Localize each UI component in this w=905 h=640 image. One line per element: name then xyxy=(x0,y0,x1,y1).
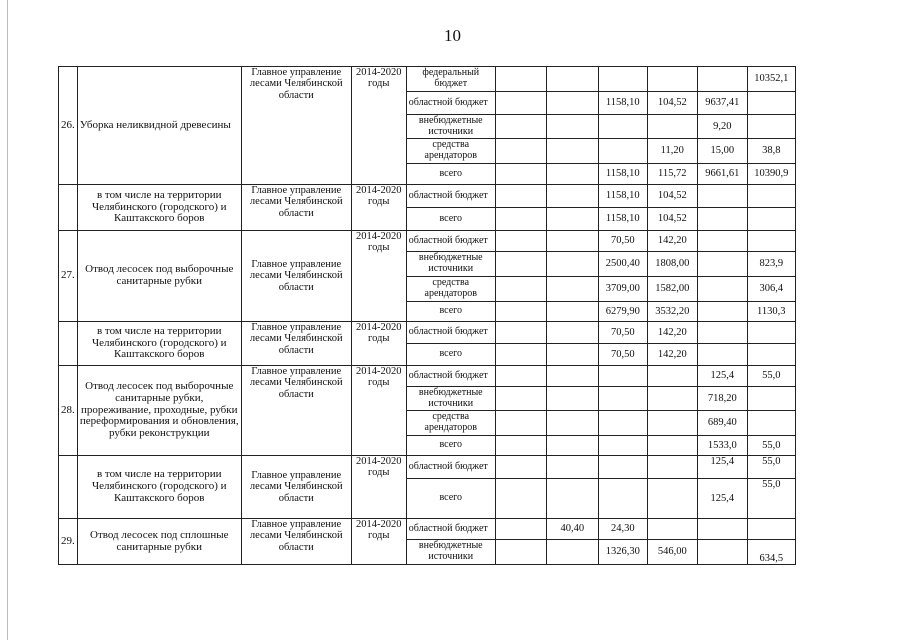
funding-source: средства арендаторов xyxy=(406,277,495,302)
value-cell xyxy=(598,67,647,92)
value-cell xyxy=(747,185,795,208)
value-cell: 546,00 xyxy=(647,540,697,565)
value-cell xyxy=(647,436,697,456)
value-cell xyxy=(546,366,598,387)
value-cell: 104,52 xyxy=(647,185,697,208)
value-cell xyxy=(495,540,546,565)
value-cell xyxy=(546,322,598,344)
value-cell: 70,50 xyxy=(598,322,647,344)
value-cell xyxy=(495,322,546,344)
value-cell xyxy=(546,252,598,277)
funding-source: всего xyxy=(406,436,495,456)
value-cell xyxy=(598,139,647,164)
value-cell xyxy=(546,344,598,366)
value-cell xyxy=(546,139,598,164)
value-cell: 125,4 xyxy=(697,456,747,479)
executor: Главное управление лесами Челябинской области xyxy=(241,67,351,185)
value-cell: 125,4 xyxy=(697,479,747,519)
value-cell: 70,50 xyxy=(598,231,647,252)
value-cell: 9637,41 xyxy=(697,92,747,115)
table-row xyxy=(59,366,796,387)
value-cell xyxy=(647,387,697,411)
executor: Главное управление лесами Челябинской области xyxy=(241,519,351,565)
value-cell: 104,52 xyxy=(647,208,697,231)
table-row xyxy=(59,231,796,252)
table-row xyxy=(59,456,796,479)
value-cell: 1326,30 xyxy=(598,540,647,565)
funding-source: областной бюджет xyxy=(406,185,495,208)
funding-source: внебюджетные источники xyxy=(406,252,495,277)
value-cell: 1130,3 xyxy=(747,302,795,322)
value-cell xyxy=(697,277,747,302)
funding-source: областной бюджет xyxy=(406,231,495,252)
value-cell xyxy=(546,540,598,565)
value-cell xyxy=(747,387,795,411)
value-cell xyxy=(647,411,697,436)
value-cell: 11,20 xyxy=(647,139,697,164)
value-cell xyxy=(495,344,546,366)
value-cell xyxy=(495,302,546,322)
value-cell: 3532,20 xyxy=(647,302,697,322)
funding-source: областной бюджет xyxy=(406,92,495,115)
value-cell xyxy=(495,411,546,436)
funding-source: всего xyxy=(406,302,495,322)
activity-name: в том числе на территории Челябинского (городского) и Каштакского боров xyxy=(77,185,241,231)
value-cell: 142,20 xyxy=(647,344,697,366)
value-cell: 9,20 xyxy=(697,115,747,139)
value-cell xyxy=(546,231,598,252)
value-cell: 10390,9 xyxy=(747,164,795,185)
value-cell: 38,8 xyxy=(747,139,795,164)
value-cell: 104,52 xyxy=(647,92,697,115)
table-row xyxy=(59,185,796,208)
value-cell: 55,0 xyxy=(747,366,795,387)
funding-source: всего xyxy=(406,479,495,519)
years: 2014-2020 годы xyxy=(351,366,406,456)
value-cell: 1582,00 xyxy=(647,277,697,302)
value-cell: 1158,10 xyxy=(598,185,647,208)
value-cell: 1158,10 xyxy=(598,208,647,231)
value-cell xyxy=(546,208,598,231)
executor: Главное управление лесами Челябинской области xyxy=(241,322,351,366)
value-cell xyxy=(546,387,598,411)
table-row xyxy=(59,67,796,92)
value-cell xyxy=(546,411,598,436)
value-cell xyxy=(495,185,546,208)
value-cell xyxy=(697,252,747,277)
funding-source: всего xyxy=(406,344,495,366)
value-cell: 125,4 xyxy=(697,366,747,387)
years: 2014-2020 годы xyxy=(351,456,406,519)
value-cell xyxy=(697,302,747,322)
funding-source: всего xyxy=(406,164,495,185)
value-cell xyxy=(495,252,546,277)
value-cell xyxy=(697,231,747,252)
value-cell xyxy=(495,231,546,252)
years: 2014-2020 годы xyxy=(351,322,406,366)
activity-name: Отвод лесосек под сплошные санитарные рубки xyxy=(77,519,241,565)
funding-source: всего xyxy=(406,208,495,231)
value-cell xyxy=(747,231,795,252)
value-cell xyxy=(598,411,647,436)
value-cell: 2500,40 xyxy=(598,252,647,277)
executor: Главное управление лесами Челябинской области xyxy=(241,456,351,519)
row-number: 28. xyxy=(59,366,78,456)
funding-source: средства арендаторов xyxy=(406,411,495,436)
funding-source: областной бюджет xyxy=(406,519,495,540)
value-cell xyxy=(747,322,795,344)
value-cell xyxy=(697,322,747,344)
value-cell xyxy=(495,479,546,519)
value-cell xyxy=(546,277,598,302)
activity-name: Отвод лесосек под выборочные санитарные рубки xyxy=(77,231,241,322)
years: 2014-2020 годы xyxy=(351,519,406,565)
value-cell: 718,20 xyxy=(697,387,747,411)
years: 2014-2020 годы xyxy=(351,67,406,185)
funding-source: областной бюджет xyxy=(406,322,495,344)
value-cell xyxy=(495,92,546,115)
value-cell xyxy=(697,540,747,565)
value-cell xyxy=(546,92,598,115)
value-cell: 142,20 xyxy=(647,322,697,344)
value-cell: 823,9 xyxy=(747,252,795,277)
row-number: 26. xyxy=(59,67,78,185)
value-cell xyxy=(546,479,598,519)
row-number: 27. xyxy=(59,231,78,322)
activity-name: Отвод лесосек под выборочные санитарные рубки, прореживание, проходные, рубки переформирования и обновления, рубки реконструкции xyxy=(77,366,241,456)
value-cell xyxy=(647,115,697,139)
value-cell xyxy=(495,164,546,185)
value-cell: 55,0 xyxy=(747,436,795,456)
value-cell: 689,40 xyxy=(697,411,747,436)
value-cell: 9661,61 xyxy=(697,164,747,185)
value-cell xyxy=(546,115,598,139)
value-cell xyxy=(598,456,647,479)
value-cell xyxy=(495,436,546,456)
value-cell xyxy=(495,277,546,302)
funding-source: средства арендаторов xyxy=(406,139,495,164)
row-number xyxy=(59,456,78,519)
funding-source: внебюджетные источники xyxy=(406,540,495,565)
program-activities-table xyxy=(58,66,796,565)
activity-name: Уборка неликвидной древесины xyxy=(77,67,241,185)
value-cell: 1808,00 xyxy=(647,252,697,277)
value-cell: 6279,90 xyxy=(598,302,647,322)
years: 2014-2020 годы xyxy=(351,231,406,322)
value-cell xyxy=(546,67,598,92)
value-cell xyxy=(598,366,647,387)
value-cell xyxy=(697,344,747,366)
value-cell xyxy=(546,436,598,456)
value-cell xyxy=(598,479,647,519)
value-cell xyxy=(495,67,546,92)
value-cell xyxy=(495,456,546,479)
activity-name: в том числе на территории Челябинского (городского) и Каштакского боров xyxy=(77,322,241,366)
row-number xyxy=(59,322,78,366)
executor: Главное управление лесами Челябинской области xyxy=(241,231,351,322)
funding-source: областной бюджет xyxy=(406,456,495,479)
value-cell xyxy=(495,208,546,231)
funding-source: внебюджетные источники xyxy=(406,115,495,139)
executor: Главное управление лесами Челябинской области xyxy=(241,185,351,231)
value-cell xyxy=(495,387,546,411)
value-cell xyxy=(697,208,747,231)
table-row xyxy=(59,322,796,344)
value-cell: 40,40 xyxy=(546,519,598,540)
value-cell xyxy=(647,519,697,540)
value-cell: 634,5 xyxy=(747,540,795,565)
value-cell xyxy=(747,115,795,139)
value-cell: 55,0 xyxy=(747,479,795,519)
value-cell: 1533,0 xyxy=(697,436,747,456)
row-number xyxy=(59,185,78,231)
value-cell xyxy=(697,185,747,208)
value-cell: 70,50 xyxy=(598,344,647,366)
value-cell xyxy=(747,208,795,231)
value-cell xyxy=(495,519,546,540)
value-cell: 1158,10 xyxy=(598,164,647,185)
value-cell: 3709,00 xyxy=(598,277,647,302)
value-cell xyxy=(747,411,795,436)
page-number: 10 xyxy=(444,26,461,45)
executor: Главное управление лесами Челябинской области xyxy=(241,366,351,456)
value-cell xyxy=(697,519,747,540)
value-cell xyxy=(546,302,598,322)
value-cell xyxy=(495,139,546,164)
value-cell xyxy=(697,67,747,92)
value-cell: 24,30 xyxy=(598,519,647,540)
value-cell xyxy=(546,164,598,185)
value-cell xyxy=(747,519,795,540)
funding-source: внебюджетные источники xyxy=(406,387,495,411)
value-cell: 55,0 xyxy=(747,456,795,479)
table-row xyxy=(59,519,796,540)
value-cell: 142,20 xyxy=(647,231,697,252)
years: 2014-2020 годы xyxy=(351,185,406,231)
value-cell xyxy=(546,185,598,208)
value-cell: 1158,10 xyxy=(598,92,647,115)
value-cell xyxy=(647,366,697,387)
value-cell xyxy=(747,92,795,115)
scan-edge-line xyxy=(7,0,8,640)
value-cell xyxy=(747,344,795,366)
row-number: 29. xyxy=(59,519,78,565)
activity-name: в том числе на территории Челябинского (городского) и Каштакского боров xyxy=(77,456,241,519)
value-cell xyxy=(546,456,598,479)
funding-source: областной бюджет xyxy=(406,366,495,387)
value-cell xyxy=(598,436,647,456)
value-cell xyxy=(647,67,697,92)
value-cell xyxy=(495,115,546,139)
value-cell xyxy=(598,387,647,411)
value-cell: 10352,1 xyxy=(747,67,795,92)
value-cell xyxy=(647,456,697,479)
value-cell xyxy=(647,479,697,519)
value-cell: 15,00 xyxy=(697,139,747,164)
funding-source: федеральный бюджет xyxy=(406,67,495,92)
value-cell: 115,72 xyxy=(647,164,697,185)
value-cell xyxy=(598,115,647,139)
value-cell xyxy=(495,366,546,387)
value-cell: 306,4 xyxy=(747,277,795,302)
